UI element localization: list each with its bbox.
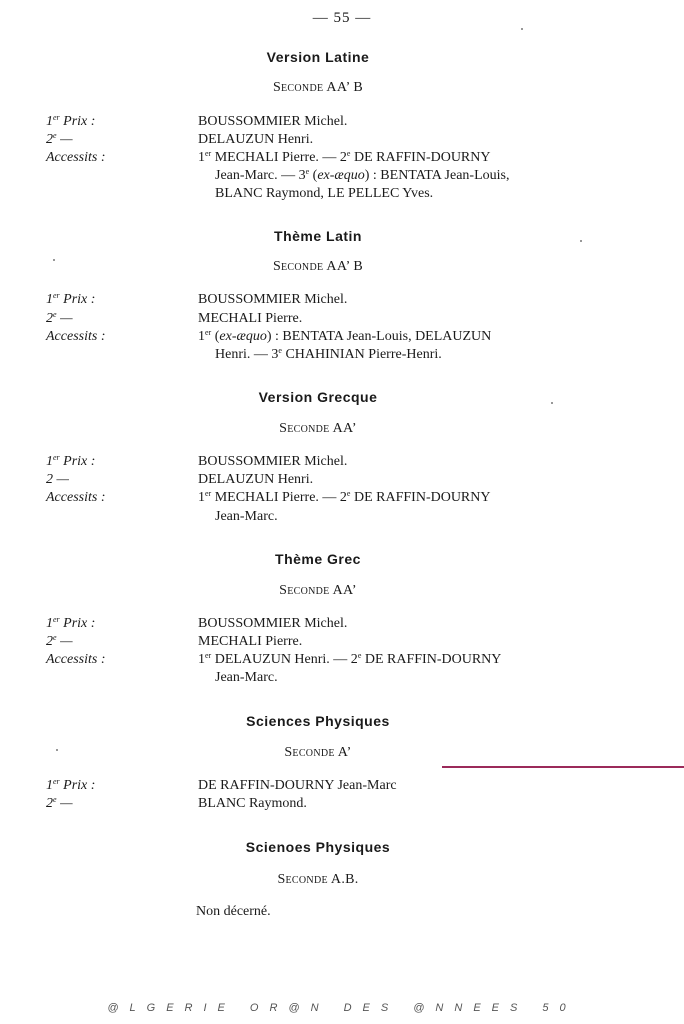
prize-1-name: BOUSSOMMIER Michel. (198, 292, 348, 307)
prize-1-label: 1er Prix : (46, 615, 96, 631)
accessits-line: Jean-Marc. — 3e (ex-æquo) : BENTATA Jean-Louis, (215, 167, 510, 183)
accessits-line: 1er MECHALI Pierre. — 2e DE RAFFIN-DOURNY (198, 489, 491, 505)
section-title-version-grecque: Version Grecque (258, 389, 378, 405)
accessits-label: Accessits : (46, 329, 106, 344)
section-subtitle-version-grecque: Seconde AA’ (279, 421, 357, 436)
prize-1-name: BOUSSOMMIER Michel. (198, 114, 348, 129)
decorative-rule (442, 766, 684, 768)
prize-1-label: 1er Prix : (46, 453, 96, 469)
prize-1-name: BOUSSOMMIER Michel. (198, 454, 348, 469)
prize-1-name: DE RAFFIN-DOURNY Jean-Marc (198, 778, 397, 793)
accessits-line: 1er (ex-æquo) : BENTATA Jean-Louis, DELAUZUN (198, 328, 492, 344)
section-title-sciences-physiques: Sciences Physiques (246, 713, 390, 729)
scan-speck (53, 259, 55, 261)
accessits-label: Accessits : (46, 490, 106, 505)
prize-1-label: 1er Prix : (46, 291, 96, 307)
prize-2-name: MECHALI Pierre. (198, 634, 303, 649)
section-title-version-latine: Version Latine (266, 49, 370, 65)
accessits-line: Henri. — 3e CHAHINIAN Pierre-Henri. (215, 346, 442, 362)
prize-2-label: 2e — (46, 633, 73, 649)
accessits-line: Jean-Marc. (215, 670, 278, 685)
section-subtitle-theme-grec: Seconde AA’ (279, 583, 357, 598)
prize-2-name: DELAUZUN Henri. (198, 472, 314, 487)
scan-speck (521, 28, 523, 30)
prize-2-name: MECHALI Pierre. (198, 311, 303, 326)
prize-2-label: 2 — (46, 472, 69, 487)
prize-2-label: 2e — (46, 795, 73, 811)
section-title-theme-grec: Thème Grec (275, 551, 361, 567)
prize-1-name: BOUSSOMMIER Michel. (198, 616, 348, 631)
section-subtitle-version-latine: Seconde AA’ B (272, 80, 364, 95)
prize-2-label: 2e — (46, 131, 73, 147)
prize-2-name: DELAUZUN Henri. (198, 132, 314, 147)
accessits-line: 1er MECHALI Pierre. — 2e DE RAFFIN-DOURNY (198, 149, 491, 165)
accessits-label: Accessits : (46, 652, 106, 667)
section-subtitle-sciences-physiques-ab: Seconde A.B. (277, 872, 359, 887)
section-title-sciences-physiques-ab: Scienoes Physiques (245, 839, 391, 855)
accessits-line: 1er DELAUZUN Henri. — 2e DE RAFFIN-DOURNY (198, 651, 502, 667)
page-number: — 55 — (312, 10, 372, 26)
accessits-label: Accessits : (46, 150, 106, 165)
prize-2-label: 2e — (46, 310, 73, 326)
prize-1-label: 1er Prix : (46, 777, 96, 793)
section-subtitle-theme-latin: Seconde AA’ B (272, 259, 364, 274)
accessits-line: BLANC Raymond, LE PELLEC Yves. (215, 186, 434, 201)
prize-2-name: BLANC Raymond. (198, 796, 307, 811)
not-awarded-note: Non décerné. (196, 904, 271, 919)
scan-speck (56, 749, 58, 751)
section-subtitle-sciences-physiques: Seconde A’ (284, 745, 352, 760)
prize-1-label: 1er Prix : (46, 113, 96, 129)
section-title-theme-latin: Thème Latin (274, 228, 362, 244)
accessits-line: Jean-Marc. (215, 509, 278, 524)
scan-speck (580, 240, 582, 242)
scan-speck (551, 402, 553, 404)
footer-watermark: @LGERIE OR@N DES @NNEES 50 (107, 1002, 577, 1014)
